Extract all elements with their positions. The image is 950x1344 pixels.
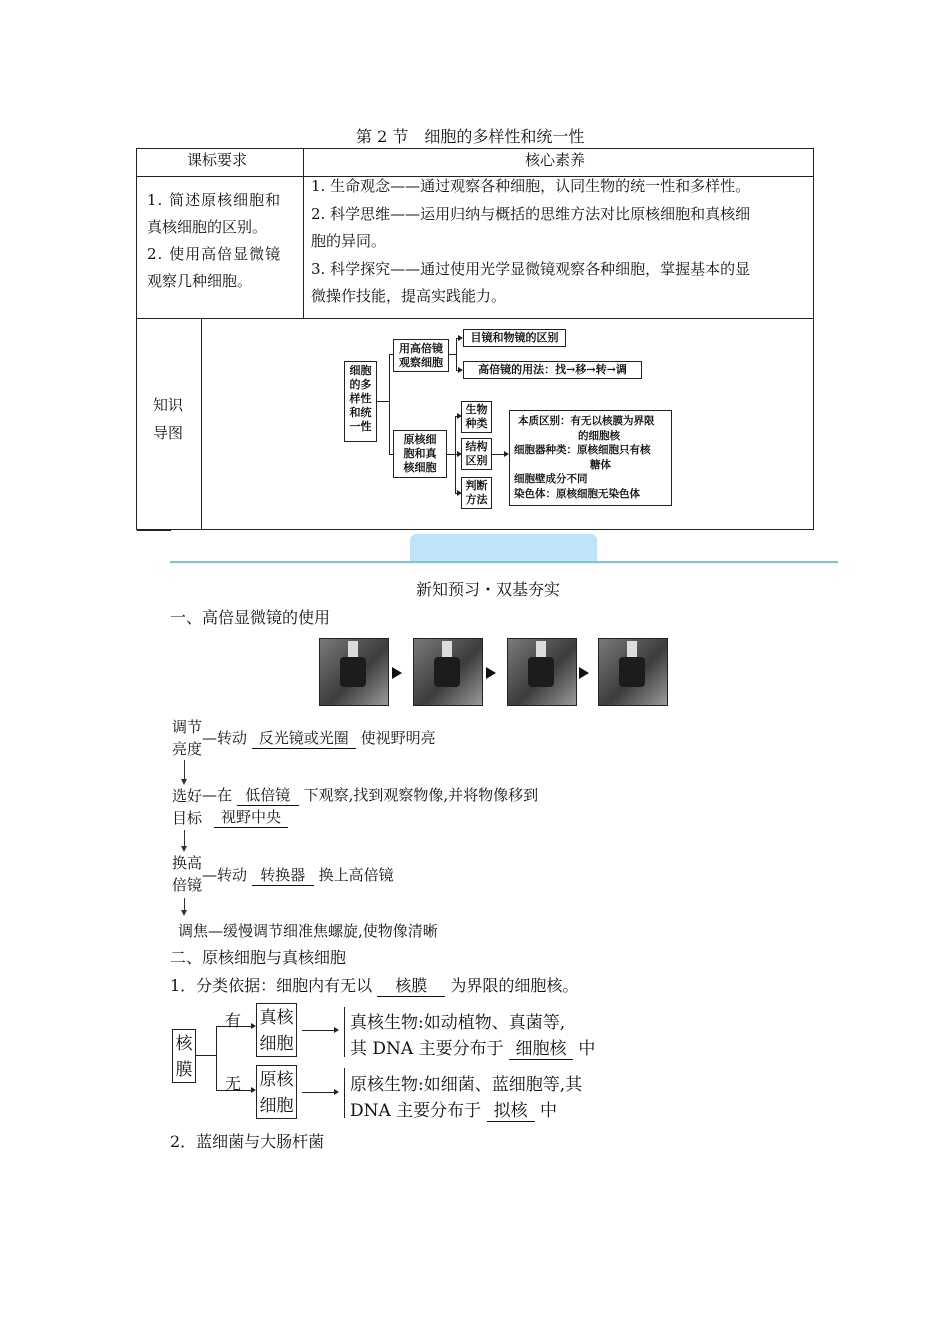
step-label-brightness: 调节 亮度 — [172, 718, 203, 758]
eukaryote-dna-location: 其 DNA 主要分布于 细胞核 中 — [350, 1034, 595, 1060]
section-heading: 一、高倍显微镜的使用 — [170, 608, 331, 627]
map-leaf-high-power-usage: 高倍镜的用法：找→移→转→调 — [463, 361, 642, 379]
competency-line: 1. 生命观念——通过观察各种细胞，认同生物的统一性和多样性。 — [311, 177, 751, 195]
competency-line: 胞的异同。 — [311, 232, 387, 250]
map-label: 知识 — [153, 396, 184, 414]
map-branch-microscope: 用高倍镜 观察细胞 — [393, 339, 449, 372]
section-divider — [170, 561, 838, 563]
step-brightness: —转动 反光镜或光圈 使视野明亮 — [202, 729, 436, 747]
requirement-line: 观察几种细胞。 — [147, 272, 253, 290]
page-title: 第 2 节 细胞的多样性和统一性 — [356, 127, 585, 146]
banner-title: 新知预习・双基夯实 — [416, 580, 561, 599]
eukaryotic-cell-box: 真核 细胞 — [256, 1003, 297, 1057]
competency-line: 3. 科学探究——通过使用光学显微镜观察各种细胞，掌握基本的显 — [311, 260, 751, 278]
map-leaf-lens-difference: 目镜和物镜的区别 — [463, 329, 566, 347]
membrane-box: 核 膜 — [172, 1029, 196, 1083]
step-target-line2: 视野中央 — [214, 806, 288, 828]
classification-basis: 1．分类依据：细胞内有无以 核膜 为界限的细胞核。 — [170, 973, 578, 997]
competency-line: 微操作技能，提高实践能力。 — [311, 287, 507, 305]
microscope-photo-2 — [413, 638, 483, 706]
arrow-down-icon — [181, 910, 187, 916]
prokaryote-dna-location: DNA 主要分布于 拟核 中 — [350, 1096, 557, 1122]
prokaryotic-cell-box: 原核 细胞 — [256, 1065, 297, 1119]
label-no: 无 — [225, 1074, 242, 1093]
requirement-line: 1. 简述原核细胞和 — [147, 191, 282, 209]
map-label: 导图 — [153, 424, 184, 442]
eukaryote-description: 真核生物:如动植物、真菌等, — [350, 1013, 566, 1033]
arrow-right-icon — [579, 667, 589, 679]
competency-line: 2. 科学思维——运用归纳与概括的思维方法对比原核细胞和真核细 — [311, 205, 751, 223]
microscope-photo-3 — [507, 638, 577, 706]
step-target: —在 低倍镜 下观察,找到观察物像,并将物像移到 — [202, 786, 539, 804]
map-branch-cell-types: 原核细 胞和真 核细胞 — [393, 430, 447, 478]
map-detail-box: 本质区别：有无以核膜为界限 的细胞核 细胞器种类：原核细胞只有核 糖体 细胞壁成分不同 染色体：原核细胞无染色体 — [509, 410, 672, 506]
step-focus: 调焦—缓慢调节细准焦螺旋,使物像清晰 — [178, 922, 438, 940]
prokaryote-description: 原核生物:如细菌、蓝细胞等,其 — [350, 1075, 583, 1095]
label-yes: 有 — [225, 1011, 242, 1030]
map-leaf-method: 判断 方法 — [461, 477, 492, 509]
map-leaf-species: 生物 种类 — [461, 401, 492, 433]
arrow-right-icon — [486, 667, 496, 679]
map-leaf-structure: 结构 区别 — [461, 438, 492, 470]
table-header-requirements: 课标要求 — [187, 151, 248, 169]
requirement-line: 真核细胞的区别。 — [147, 218, 268, 236]
microscope-photo-4 — [598, 638, 668, 706]
subheading-cyanobacteria-ecoli: 2．蓝细菌与大肠杆菌 — [170, 1132, 325, 1151]
step-high-power: —转动 转换器 换上高倍镜 — [202, 866, 394, 884]
map-root: 细胞 的多 样性 和统 一性 — [344, 361, 377, 442]
microscope-photo-1 — [319, 638, 389, 706]
requirement-line: 2. 使用高倍显微镜 — [147, 245, 282, 263]
section-heading: 二、原核细胞与真核细胞 — [170, 948, 347, 967]
table-header-competencies: 核心素养 — [525, 151, 586, 169]
step-label-target: 选好 目标 — [172, 787, 203, 827]
arrow-right-icon — [392, 667, 402, 679]
section-banner-tab — [410, 534, 597, 562]
step-label-high-power: 换高 倍镜 — [172, 854, 203, 894]
